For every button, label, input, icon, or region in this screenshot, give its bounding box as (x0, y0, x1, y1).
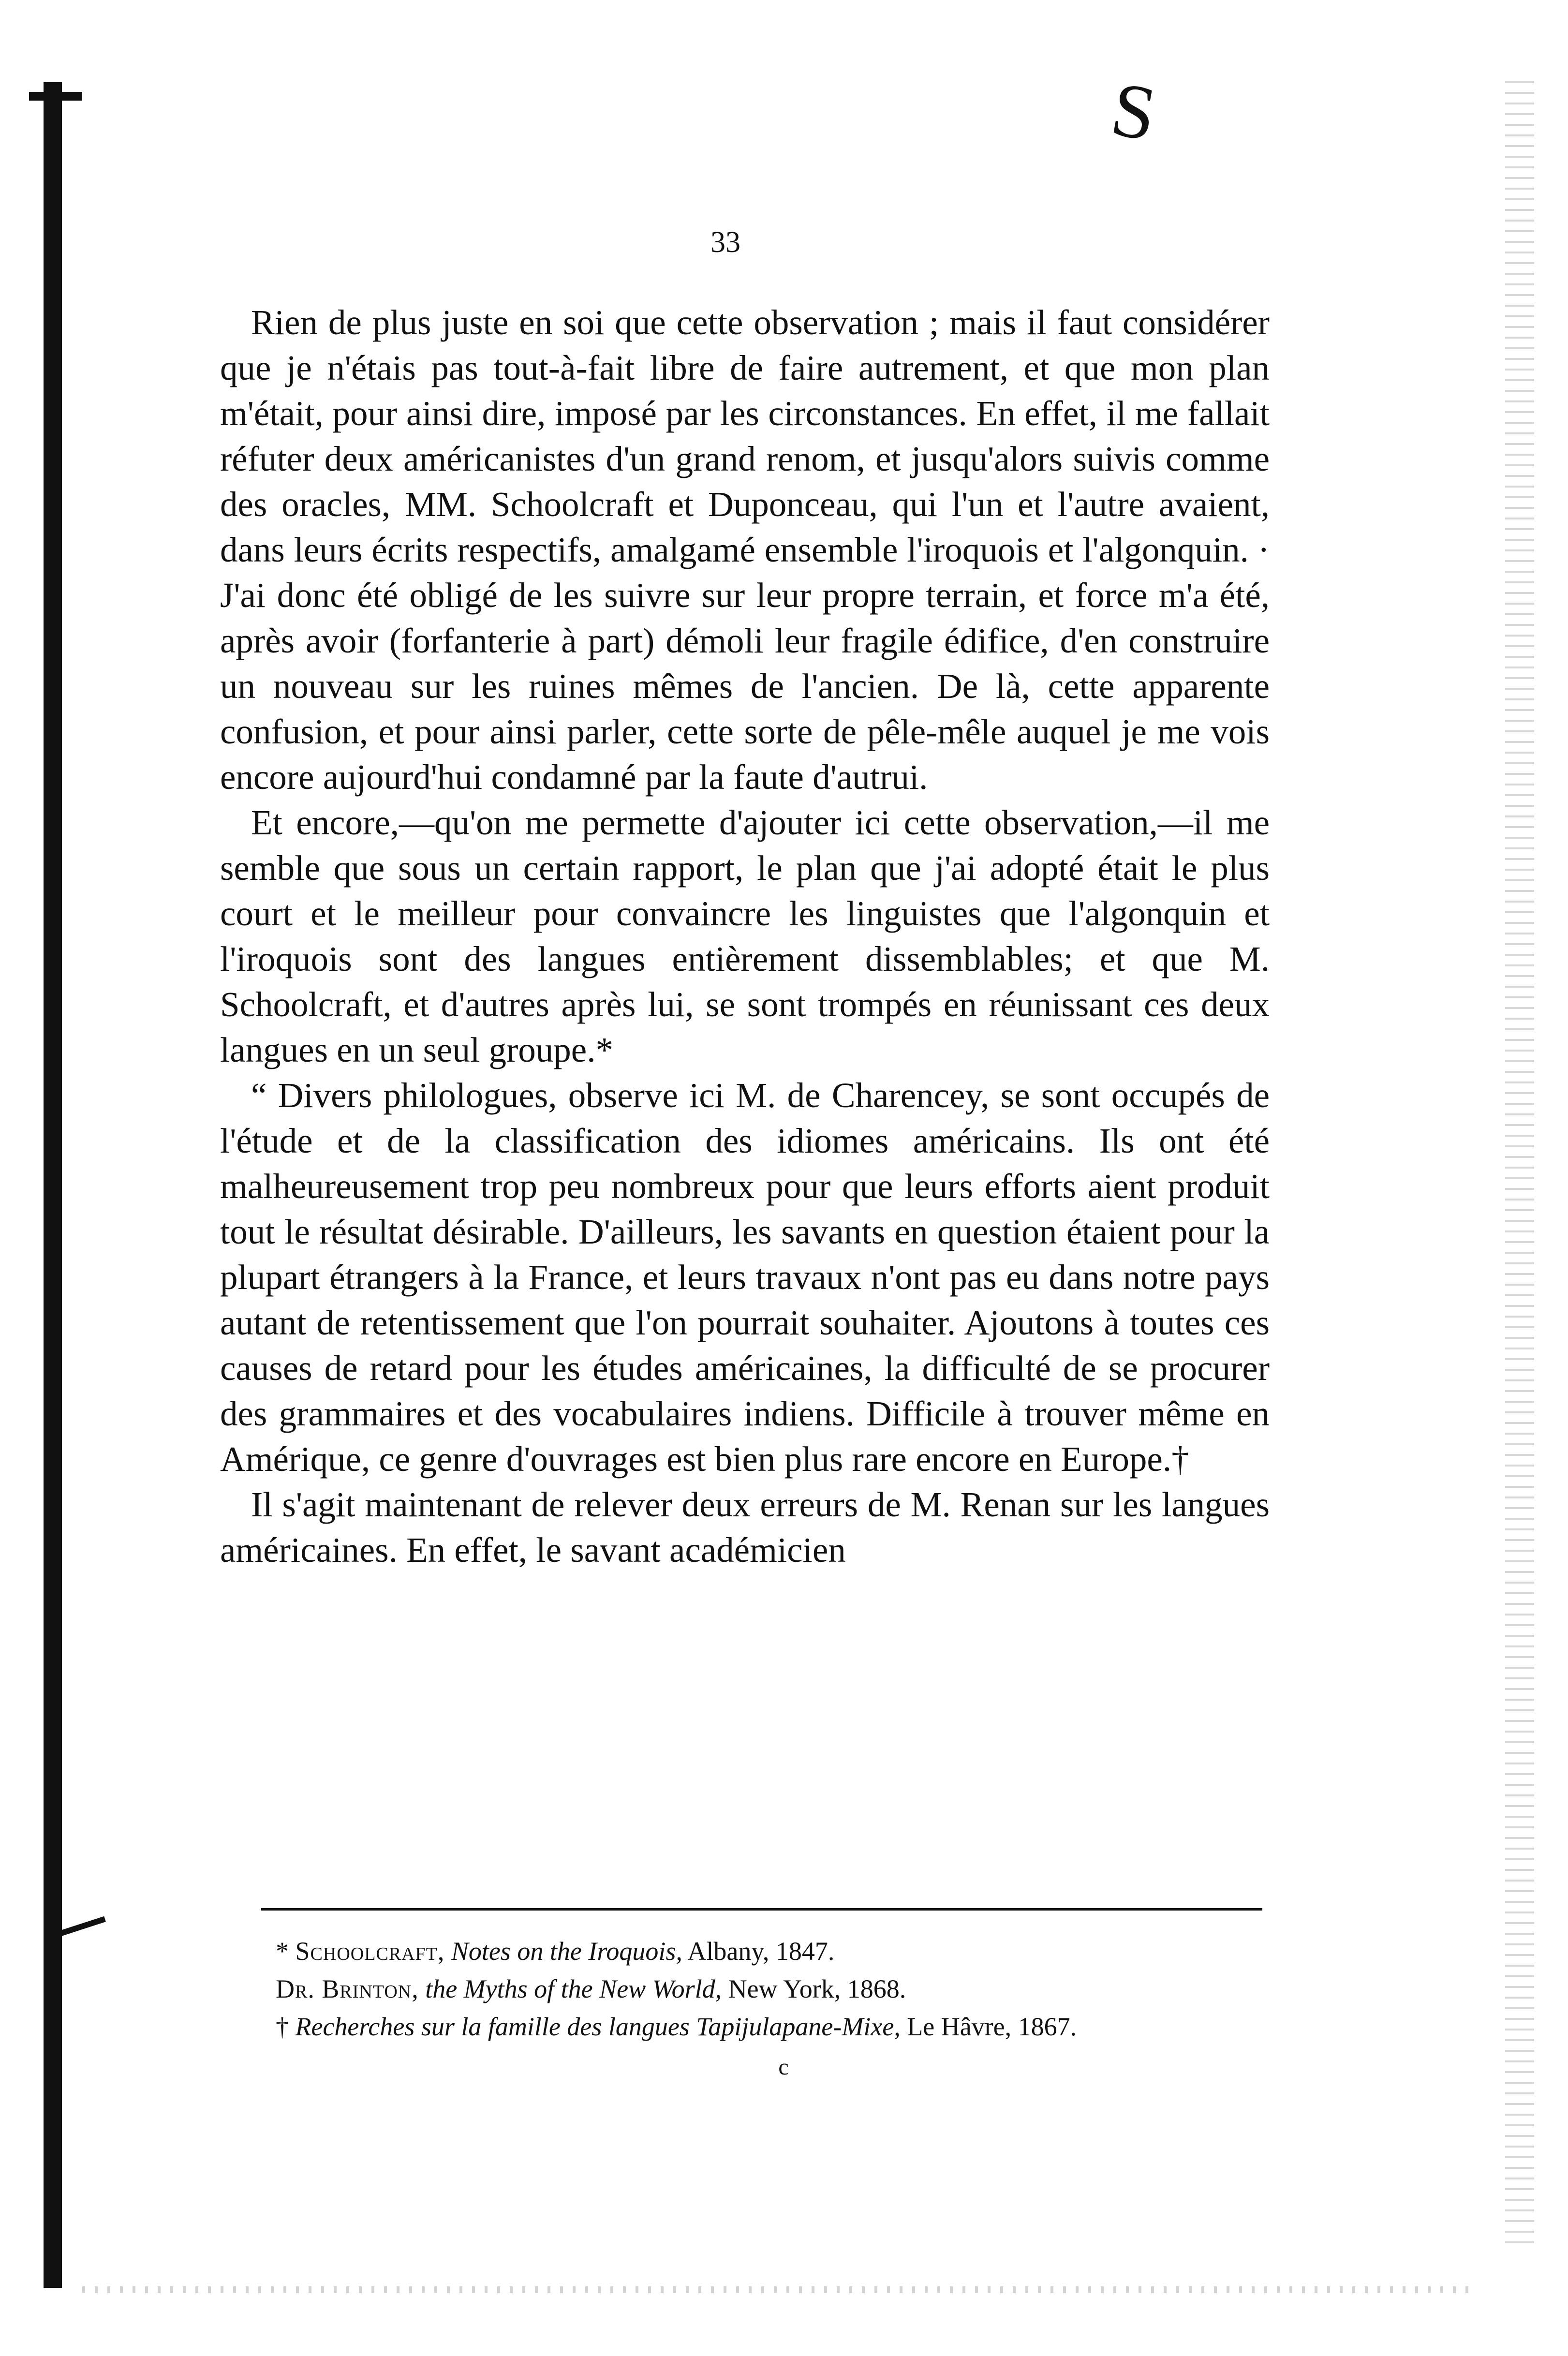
footnote-2-author: Dr. Brinton, (276, 1974, 419, 2003)
scan-binding-shadow (44, 82, 62, 2288)
footnote-3 (276, 2008, 1272, 2045)
handwritten-corner-mark: S (1105, 65, 1163, 158)
footnote-1-author: Schoolcraft, (295, 1937, 445, 1966)
footnote-rule (261, 1908, 1262, 1911)
footnote-1-title: Notes on the Iroquois, (451, 1937, 682, 1966)
footnote-1 (276, 1932, 1272, 1970)
footnote-3-title: Recherches sur la famille des langues Tapijulapane-Mixe, (295, 2012, 901, 2041)
scan-right-edge-noise (1505, 73, 1534, 2249)
paragraph-4: Il s'agit maintenant de relever deux erreurs de M. Renan sur les langues américaines. En effet, le savant académicien (220, 1485, 1270, 1570)
signature-mark: c (778, 2054, 790, 2080)
paragraph-3-quotation: “ Divers philologues, observe ici M. de Charencey, se sont occupés de l'étude et de la classification des idiomes américains. Ils ont été malheureusement trop peu nombreux pour que leurs efforts aient produit tout le résultat désirable. D'ailleurs, les savants en question étaient pour la plupart étrangers à la France, et leurs travaux n'ont pas eu dans notre pays autant de retentissement que l'on pourrait souhaiter. Ajoutons à toutes ces causes de retard pour les études américaines, la difficulté de se procurer des grammaires et des vocabulaires indiens. Difficile à trouver même en Amérique, ce genre d'ouvrages est bien plus rare encore en Europe.† (220, 1076, 1270, 1479)
paragraph-2: Et encore,—qu'on me permette d'ajouter ici cette observation,—il me semble que sous un certain rapport, le plan que j'ai adopté était le plus court et le meilleur pour convaincre les linguistes que l'algonquin et l'iroquois sont des langues entièrement dissemblables; et que M. Schoolcraft, et d'autres après lui, se sont trompés en réunissant ces deux langues en un seul groupe.* (220, 803, 1270, 1069)
footnote-3-rest: Le Hâvre, 1867. (907, 2012, 1077, 2041)
page-number: 33 (710, 226, 740, 259)
scan-bottom-edge-noise (73, 2286, 1475, 2293)
footnote-3-mark: † (276, 2012, 289, 2041)
footnote-1-rest: Albany, 1847. (687, 1937, 835, 1966)
footnote-2-rest: New York, 1868. (728, 1974, 906, 2003)
footnote-2-title: the Myths of the New World, (425, 1974, 722, 2003)
footnote-1-mark: * (276, 1937, 289, 1966)
scan-binding-cap (29, 92, 82, 101)
footnote-2 (276, 1970, 1272, 2008)
page-body (220, 300, 1270, 1573)
paragraph-1: Rien de plus juste en soi que cette observation ; mais il faut considérer que je n'étais pas tout-à-fait libre de faire autrement, et que mon plan m'était, pour ainsi dire, imposé par les circonstances. En effet, il me fallait réfuter deux américanistes d'un grand renom, et jusqu'alors suivis comme des oracles, MM. Schoolcraft et Duponceau, qui l'un et l'autre avaient, dans leurs écrits respectifs, amalgamé ensemble l'iroquois et l'algonquin. · J'ai donc été obligé de les suivre sur leur propre terrain, et force m'a été, après avoir (forfanterie à part) démoli leur fragile édifice, d'en construire un nouveau sur les ruines mêmes de l'ancien. De là, cette apparente confusion, et pour ainsi parler, cette sorte de pêle-mêle auquel je me vois encore aujourd'hui condamné par la faute d'autrui. (220, 303, 1270, 797)
footnotes (276, 1932, 1272, 2045)
